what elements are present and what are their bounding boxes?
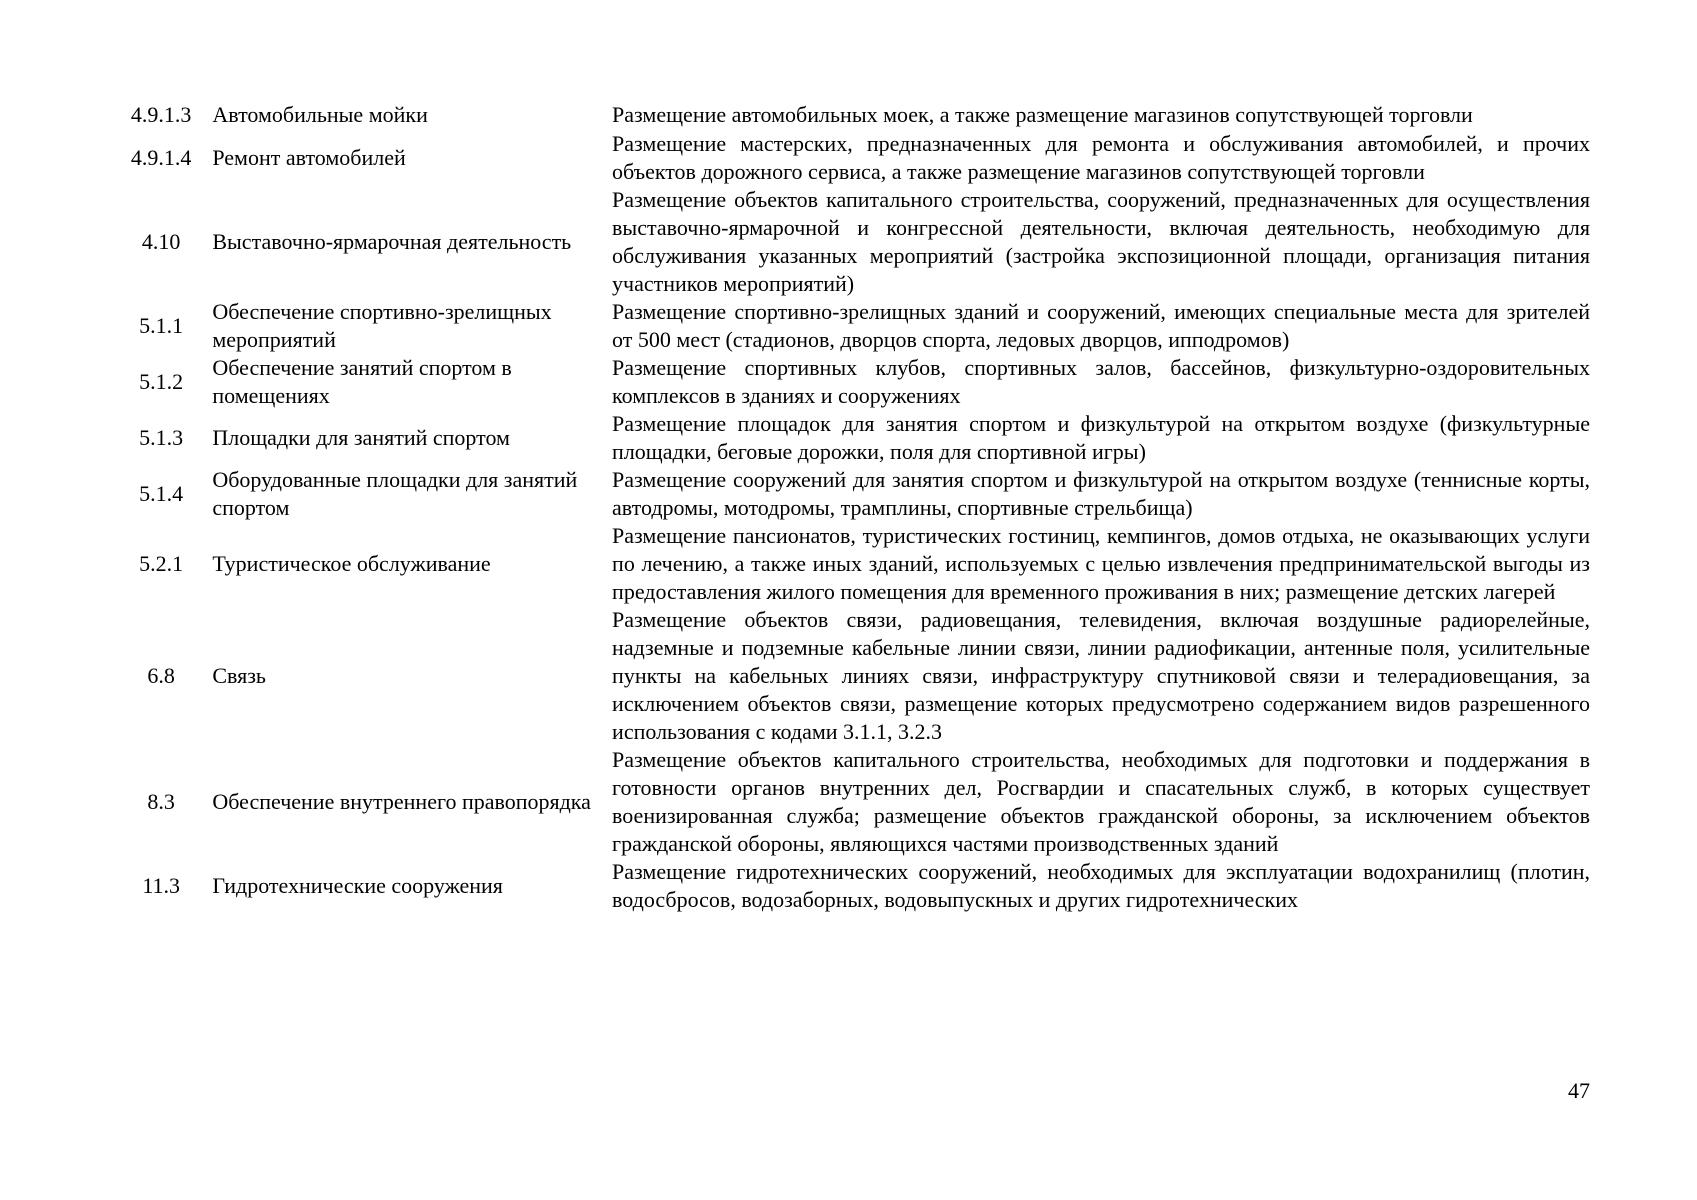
- row-code: 11.3: [142, 873, 181, 898]
- row-code: 5.1.4: [139, 481, 184, 506]
- row-code: 5.1.1: [139, 313, 184, 338]
- row-name: Туристическое обслуживание: [212, 551, 491, 576]
- row-code: 5.2.1: [139, 551, 184, 576]
- row-description: Размещение спортивных клубов, спортивных залов, бассейнов, физкультурно-оздоровительных комплексов в зданиях и сооружениях: [612, 355, 1590, 408]
- table-row: [120, 130, 1590, 186]
- row-name: Площадки для занятий спортом: [212, 425, 510, 450]
- row-name: Обеспечение занятий спортом в помещениях: [212, 355, 512, 408]
- row-code: 4.9.1.4: [130, 145, 192, 170]
- table-row: [120, 466, 1590, 522]
- row-code: 8.3: [147, 789, 175, 814]
- row-code: 6.8: [147, 663, 175, 688]
- row-name: Автомобильные мойки: [212, 102, 428, 127]
- table-row: [120, 100, 1590, 130]
- row-code: 4.10: [141, 229, 181, 254]
- row-description: Размещение сооружений для занятия спортом и физкультурой на открытом воздухе (теннисные корты, автодромы, мотодромы, трамплины, спортивные стрельбища): [612, 467, 1590, 520]
- table-row: [120, 410, 1590, 466]
- row-name: Гидротехнические сооружения: [212, 873, 503, 898]
- row-description: Размещение гидротехнических сооружений, необходимых для эксплуатации водохранилищ (плотин, водосбросов, водозаборных, водовыпускных и других гидротехнических: [612, 859, 1590, 912]
- table-row: [120, 354, 1590, 410]
- row-description: Размещение объектов связи, радиовещания, телевидения, включая воздушные радиорелейные, надземные и подземные кабельные линии связи, линии радиофикации, антенные поля, усилительные пункты на кабельных линиях связи, инфраструктуру спутниковой связи и телерадиовещания, за исключением объектов связи, размещение которых предусмотрено содержанием видов разрешенного использования с кодами 3.1.1, 3.2.3: [612, 607, 1590, 744]
- row-description: Размещение автомобильных моек, а также размещение магазинов сопутствующей торговли: [612, 102, 1473, 127]
- row-name: Оборудованные площадки для занятий спортом: [212, 467, 578, 520]
- table-row: [120, 522, 1590, 606]
- row-description: Размещение объектов капитального строительства, сооружений, предназначенных для осуществления выставочно-ярмарочной и конгрессной деятельности, включая деятельность, необходимую для обслуживания указанных мероприятий (застройка экспозиционной площади, организация питания участников мероприятий): [612, 187, 1590, 296]
- row-code: 4.9.1.3: [130, 102, 192, 127]
- row-description: Размещение объектов капитального строительства, необходимых для подготовки и поддержания в готовности органов внутренних дел, Росгвардии и спасательных служб, в которых существует военизированная служба; размещение объектов гражданской обороны, за исключением объектов гражданской обороны, являющихся частями производственных зданий: [612, 747, 1590, 856]
- land-use-table: [120, 100, 1590, 914]
- table-row: [120, 298, 1590, 354]
- table-row: [120, 606, 1590, 746]
- table-row: [120, 186, 1590, 298]
- table-row: [120, 858, 1590, 914]
- row-description: Размещение спортивно-зрелищных зданий и сооружений, имеющих специальные места для зрителей от 500 мест (стадионов, дворцов спорта, ледовых дворцов, ипподромов): [612, 299, 1590, 352]
- row-code: 5.1.2: [139, 369, 184, 394]
- row-name: Ремонт автомобилей: [212, 145, 406, 170]
- row-description: Размещение пансионатов, туристических гостиниц, кемпингов, домов отдыха, не оказывающих услуги по лечению, а также иных зданий, используемых с целью извлечения предпринимательской выгоды из предоставления жилого помещения для временного проживания в них; размещение детских лагерей: [612, 523, 1590, 604]
- row-name: Связь: [212, 663, 266, 688]
- row-description: Размещение мастерских, предназначенных для ремонта и обслуживания автомобилей, и прочих объектов дорожного сервиса, а также размещение магазинов сопутствующей торговли: [612, 131, 1590, 184]
- page-number: 47: [1568, 1078, 1590, 1103]
- row-name: Обеспечение спортивно-зрелищных мероприятий: [212, 299, 552, 352]
- table-row: [120, 746, 1590, 858]
- row-description: Размещение площадок для занятия спортом и физкультурой на открытом воздухе (физкультурные площадки, беговые дорожки, поля для спортивной игры): [612, 411, 1590, 464]
- row-name: Выставочно-ярмарочная деятельность: [212, 229, 572, 254]
- row-code: 5.1.3: [139, 425, 184, 450]
- row-name: Обеспечение внутреннего правопорядка: [212, 789, 591, 814]
